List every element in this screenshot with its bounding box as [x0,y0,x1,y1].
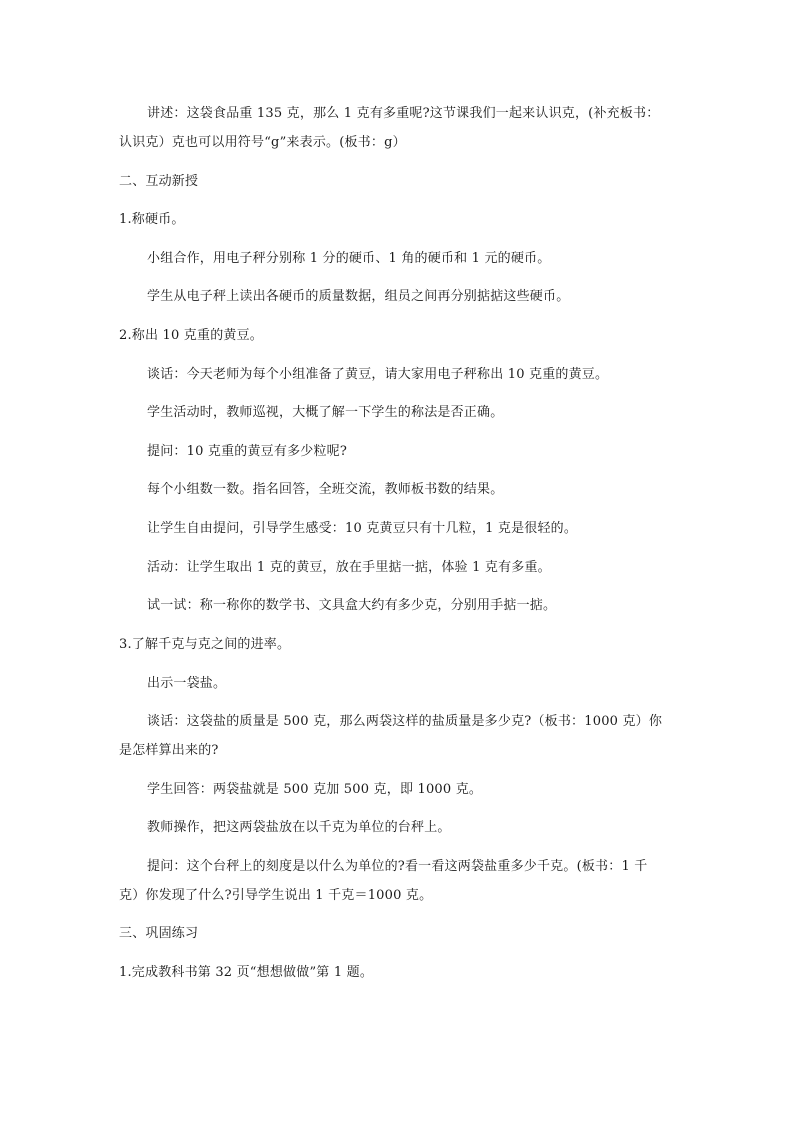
paragraph-line: 学生回答：两袋盐就是 500 克加 500 克，即 1000 克。 [147,782,483,797]
paragraph-line: 认识克）克也可以用符号“g”来表示。(板书：g） [119,135,406,150]
paragraph-line: 是怎样算出来的? [119,743,219,758]
paragraph-line: 学生从电子秤上读出各硬币的质量数据，组员之间再分别掂掂这些硬币。 [147,289,570,304]
paragraph-line: 学生活动时，教师巡视，大概了解一下学生的称法是否正确。 [147,405,504,420]
paragraph-line: 出示一袋盐。 [147,676,227,691]
paragraph-line: 克）你发现了什么?引导学生说出 1 千克＝1000 克。 [119,888,433,903]
section-heading: 二、互动新授 [119,174,199,189]
paragraph-line: 试一试：称一称你的数学书、文具盒大约有多少克，分别用手掂一掂。 [147,598,557,613]
paragraph-line: 小组合作，用电子秤分别称 1 分的硬币、1 角的硬币和 1 元的硬币。 [147,251,551,266]
paragraph-line: 讲述：这袋食品重 135 克，那么 1 克有多重呢?这节课我们一起来认识克，(补充板书： [147,106,660,121]
paragraph-line: 谈话：今天老师为每个小组准备了黄豆，请大家用电子秤称出 10 克重的黄豆。 [147,367,609,382]
paragraph-line: 每个小组数一数。指名回答，全班交流，教师板书数的结果。 [147,482,504,497]
paragraph-line: 提问：这个台秤上的刻度是以什么为单位的?看一看这两袋盐重多少千克。(板书：1 千 [147,859,648,874]
paragraph-line: 提问：10 克重的黄豆有多少粒呢? [147,444,348,459]
subsection-heading: 1.完成教科书第 32 页“想想做做”第 1 题。 [119,965,374,980]
paragraph-line: 谈话：这袋盐的质量是 500 克，那么两袋这样的盐质量是多少克?（板书：1000 克）你 [147,714,663,729]
subsection-heading: 3.了解千克与克之间的进率。 [119,637,291,652]
section-heading: 三、巩固练习 [119,926,199,941]
paragraph-line: 教师操作，把这两袋盐放在以千克为单位的台秤上。 [147,820,451,835]
subsection-heading: 2.称出 10 克重的黄豆。 [119,328,264,343]
subsection-heading: 1.称硬币。 [119,212,185,227]
paragraph-line: 让学生自由提问，引导学生感受：10 克黄豆只有十几粒，1 克是很轻的。 [147,521,578,536]
paragraph-line: 活动：让学生取出 1 克的黄豆，放在手里掂一掂，体验 1 克有多重。 [147,560,551,575]
